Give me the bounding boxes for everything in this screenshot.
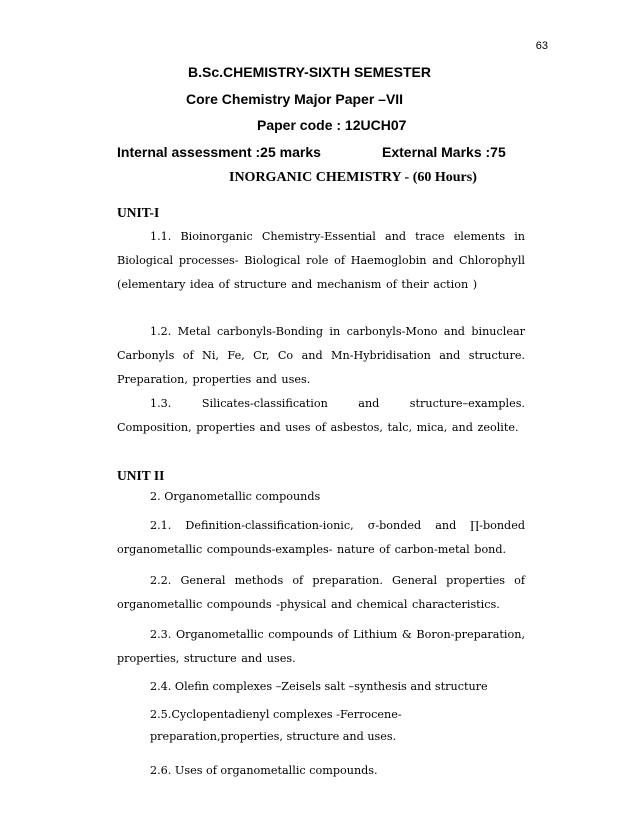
external-marks: External Marks :75 (382, 144, 506, 160)
paragraph-1-2: 1.2. Metal carbonyls-Bonding in carbonyls-Mono and binuclear Carbonyls of Ni, Fe, Cr, Co and Mn-Hybridisation and structure. Preparation, properties and uses. (117, 325, 525, 386)
paper-title: Core Chemistry Major Paper –VII (186, 91, 404, 107)
course-title: B.Sc.CHEMISTRY-SIXTH SEMESTER (188, 64, 431, 80)
paragraph-1-3: 1.3. Silicates-classification and structure–examples. Composition, properties and uses of asbestos, talc, mica, and zeolite. (117, 397, 525, 434)
item-2-5-line-1: 2.5.Cyclopentadienyl complexes -Ferrocene- (150, 708, 402, 721)
item-2-6: 2.6. Uses of organometallic compounds. (150, 764, 378, 777)
paragraph-1-1: 1.1. Bioinorganic Chemistry-Essential and trace elements in Biological processes- Biological role of Haemoglobin and Chlorophyll (elementary idea of structure and mechanism of their action ) (117, 230, 525, 291)
unit-1-heading: UNIT-I (117, 205, 160, 220)
paragraph-2-1: 2.1. Definition-classification-ionic, σ-bonded and ∏-bonded organometallic compounds-examples- nature of carbon-metal bond. (117, 519, 525, 556)
paragraph-2-3: 2.3. Organometallic compounds of Lithium & Boron-preparation, properties, structure and uses. (117, 628, 525, 665)
unit-2-intro: 2. Organometallic compounds (150, 490, 321, 503)
paper-code: Paper code : 12UCH07 (257, 117, 407, 133)
item-2-4: 2.4. Olefin complexes –Zeisels salt –synthesis and structure (150, 680, 488, 693)
item-2-5-line-2: preparation,properties, structure and uses. (150, 730, 397, 743)
subject-title: INORGANIC CHEMISTRY - (60 Hours) (229, 170, 477, 185)
unit-2-heading: UNIT II (117, 468, 165, 483)
page-number: 63 (535, 40, 548, 52)
paragraph-2-2: 2.2. General methods of preparation. General properties of organometallic compounds -physical and chemical characteristics. (117, 574, 525, 611)
internal-marks: Internal assessment :25 marks (117, 144, 321, 160)
